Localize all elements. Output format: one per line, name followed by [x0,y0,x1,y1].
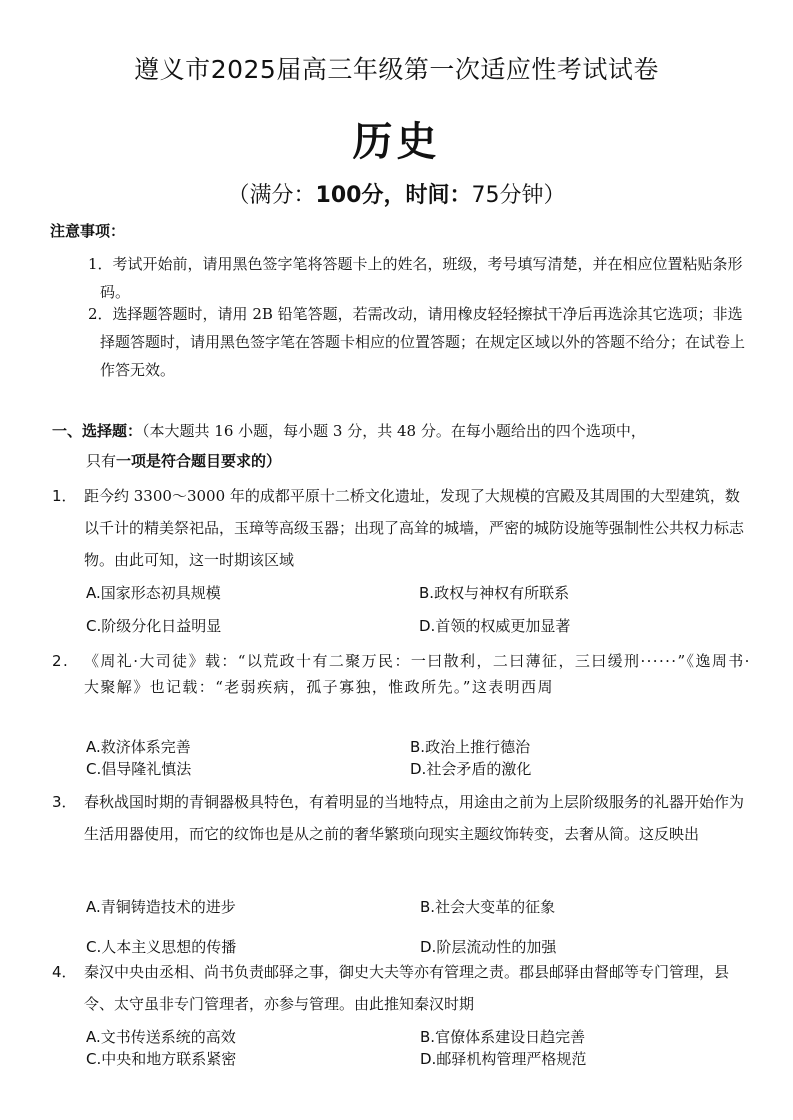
option-text: 阶级分化日益明显 [101,617,222,635]
option-label: C. [86,938,102,956]
option-text: 邮驿机构管理严格规范 [436,1050,587,1068]
option-label: B. [420,898,436,916]
option-label: A. [86,1028,101,1046]
option-c[interactable] [86,1048,236,1069]
question-2 [52,648,754,700]
question-stem: 春秋战国时期的青铜器极具特色，有着明显的当地特点，用途由之前为上层阶级服务的礼器开始作为生活用器使用，而它的纹饰也是从之前的奢华繁琐向现实主题纹饰转变，去奢从简。这反映出 [84,793,745,843]
option-c[interactable] [86,615,221,636]
option-text: 首领的权威更加显著 [435,617,571,635]
option-d[interactable] [419,615,570,636]
time-value: 75 [471,183,500,208]
score-line [0,178,793,209]
option-a[interactable] [86,896,236,917]
question-stem: 秦汉中央由丞相、尚书负责邮驿之事，御史大夫等亦有管理之责。郡县邮驿由督邮等专门管理，县令、太守虽非专门管理者，亦参与管理。由此推知秦汉时期 [84,963,730,1013]
option-label: B. [410,738,426,756]
section-label: 一、选择题： [52,422,143,440]
option-c[interactable] [86,758,191,779]
option-label: D. [410,760,427,778]
option-text: 社会矛盾的激化 [426,760,532,778]
title-part-a: 遵义市 [134,55,211,84]
option-c[interactable] [86,936,236,957]
option-text: 国家形态初具规模 [100,584,221,602]
option-text: 官僚体系建设日趋完善 [435,1028,586,1046]
time-unit: 分钟） [499,183,566,208]
question-stem: 《周礼·大司徒》载：“以荒政十有二聚万民：一曰散利，二曰薄征，三曰缓刑······”《逸周书·大聚解》也记载：“老弱疾病，孤子寡独，惟政所先。”这表明西周 [84,652,751,696]
notice-item-text: 1．考试开始前，请用黑色签字笔将答题卡上的姓名，班级，考号填写清楚，并在相应位置粘贴条形码。 [88,255,743,301]
section-desc-2b: 一项是符合题目要求的） [116,452,282,470]
option-d[interactable] [420,936,556,957]
option-b[interactable] [420,1026,585,1047]
option-label: C. [86,1050,102,1068]
option-d[interactable] [410,758,531,779]
option-label: B. [419,584,435,602]
option-label: B. [420,1028,436,1046]
option-label: C. [86,760,102,778]
section-desc-2a: 只有 [86,452,117,470]
question-3 [52,786,754,850]
option-b[interactable] [420,896,555,917]
option-label: D. [420,1050,437,1068]
option-text: 阶层流动性的加强 [436,938,557,956]
section-desc: （本大题共 16 小题，每小题 3 分，共 48 分。在每小题给出的四个选项中， [142,422,646,440]
option-label: D. [420,938,437,956]
option-a[interactable] [86,1026,236,1047]
question-number: 2. [52,652,70,670]
option-text: 人本主义思想的传播 [101,938,237,956]
question-number: 3． [52,793,77,811]
option-text: 政权与神权有所联系 [434,584,570,602]
score-label: （满分： [227,183,316,208]
score-full: 100 [315,183,362,208]
option-label: D. [419,617,436,635]
option-label: A. [86,898,101,916]
option-text: 青铜铸造技术的进步 [100,898,236,916]
notice-title: 注意事项： [50,222,126,240]
option-text: 社会大变革的征象 [435,898,556,916]
option-label: A. [86,584,101,602]
notice-item-text: 2．选择题答题时，请用 2B 铅笔答题，若需改动，请用橡皮轻轻擦拭干净后再选涂其它选项；非选择题答题时，请用黑色签字笔在答题卡相应的位置答题；在规定区域以外的答题不给分；在试卷上作答无效。 [88,305,746,379]
option-text: 中央和地方联系紧密 [101,1050,237,1068]
option-label: C. [86,617,102,635]
option-text: 文书传送系统的高效 [100,1028,236,1046]
subject-title: 历史 [352,118,441,165]
option-text: 救济体系完善 [100,738,191,756]
question-stem: 距今约 3300～3000 年的成都平原十二桥文化遗址，发现了大规模的宫殿及其周围的大型建筑，数以千计的精美祭祀品，玉璋等高级玉器；出现了高耸的城墙，严密的城防设施等强制性公共权力标志物。由此可知，这一时期该区域 [84,487,745,569]
question-number: 1． [52,487,77,505]
option-b[interactable] [410,736,530,757]
question-1 [52,480,754,576]
option-d[interactable] [420,1048,586,1069]
option-b[interactable] [419,582,569,603]
option-label: A. [86,738,101,756]
option-text: 倡导隆礼慎法 [101,760,192,778]
notice-item-1 [88,250,748,306]
notice-item-2 [88,300,748,384]
option-text: 政治上推行德治 [425,738,531,756]
section-header [52,416,752,476]
option-a[interactable] [86,582,221,603]
exam-title [0,50,793,86]
question-number: 4． [52,963,77,981]
title-year: 2025 [210,55,277,84]
question-4 [52,956,754,1020]
title-part-b: 届高三年级第一次适应性考试试卷 [276,55,659,84]
option-a[interactable] [86,736,191,757]
time-label: 分，时间： [361,182,472,208]
